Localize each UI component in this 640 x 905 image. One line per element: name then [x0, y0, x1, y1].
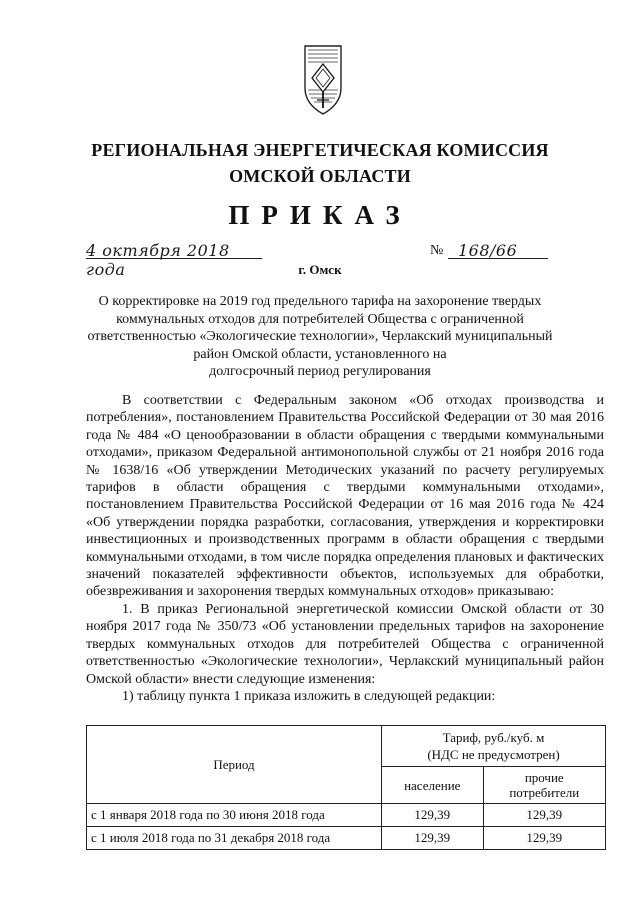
handwritten-order-number: 168/66 [458, 241, 518, 260]
header-tariff-line: Тариф, руб./куб. м [442, 730, 545, 745]
header-other-line: потребители [509, 785, 580, 800]
header-population: население [382, 767, 484, 804]
header-tariff-line: (НДС не предусмотрен) [427, 747, 560, 762]
date-underline [86, 258, 262, 259]
organization-name-line-2: ОМСКОЙ ОБЛАСТИ [229, 166, 411, 186]
cell-other-tariff: 129,39 [483, 827, 605, 850]
organization-name-line-1: РЕГИОНАЛЬНАЯ ЭНЕРГЕТИЧЕСКАЯ КОМИССИЯ [91, 140, 549, 160]
cell-period: с 1 июля 2018 года по 31 декабря 2018 года [87, 827, 382, 850]
table-row [87, 804, 606, 827]
subject-line: коммунальных отходов для потребителей Общества с ограниченной [116, 311, 524, 327]
subject-line: долгосрочный период регулирования [209, 364, 431, 379]
clause-1-paragraph: 1. В приказ Региональной энергетической комиссии Омской области от 30 ноября 2017 года № 350/73 «Об установлении предельных тарифов на захоронение твердых коммунальных отходов для потребителей Общества с ограниченной ответственностью «Экологические технологии», Черлакский муниципальный район Омской области» внести следующие изменения: [86, 601, 604, 687]
cell-period: с 1 января 2018 года по 30 июня 2018 года [87, 804, 382, 827]
table-header-row [87, 726, 606, 767]
cell-other-tariff: 129,39 [483, 804, 605, 827]
cell-population-tariff: 129,39 [382, 804, 484, 827]
order-body [86, 392, 604, 705]
cell-population-tariff: 129,39 [382, 827, 484, 850]
order-subject [80, 293, 560, 381]
document-type-title: ПРИКАЗ [228, 200, 412, 230]
header-other-consumers [483, 767, 605, 804]
city-name: г. Омск [298, 262, 342, 277]
subject-line: ответственностью «Экологические технологии», Черлакский муниципальный [87, 329, 553, 344]
handwritten-date: 4 октября 2018 года [86, 241, 230, 279]
header-period: Период [87, 726, 382, 804]
subject-line: О корректировке на 2019 год предельного тарифа на захоронение твердых [98, 294, 542, 309]
header-other-line: прочие [524, 770, 564, 785]
header-tariff [382, 726, 606, 767]
omsk-coat-of-arms-emblem [302, 44, 344, 116]
tariff-table [86, 725, 606, 850]
number-label: № [430, 243, 444, 258]
preamble-paragraph: В соответствии с Федеральным законом «Об отходах производства и потребления», постановлением Правительства Российской Федерации от 30 мая 2016 года № 484 «О ценообразовании в области обращения с твердыми коммунальными отходами», приказом Федеральной антимонопольной службы от 21 ноября 2016 года № 1638/16 «Об утверждении Методических указаний по расчету регулируемых тарифов в области обращения с твердыми коммунальными отходами», постановлением Правительства Российской Федерации от 16 мая 2016 года № 424 «Об утверждении порядка разработки, согласования, утверждения и корректировки инвестиционных и производственных программ в области обращения с твердыми коммунальными отходами, в том числе порядка определения плановых и фактических значений показателей эффективности объектов, используемых для обработки, обезвреживания и захоронения твердых коммунальных отходов» приказываю: [86, 393, 604, 600]
table-row [87, 827, 606, 850]
subclause-1-paragraph: 1) таблицу пункта 1 приказа изложить в следующей редакции: [122, 688, 496, 704]
number-underline [448, 258, 548, 259]
subject-line: район Омской области, установленного на [193, 346, 447, 362]
